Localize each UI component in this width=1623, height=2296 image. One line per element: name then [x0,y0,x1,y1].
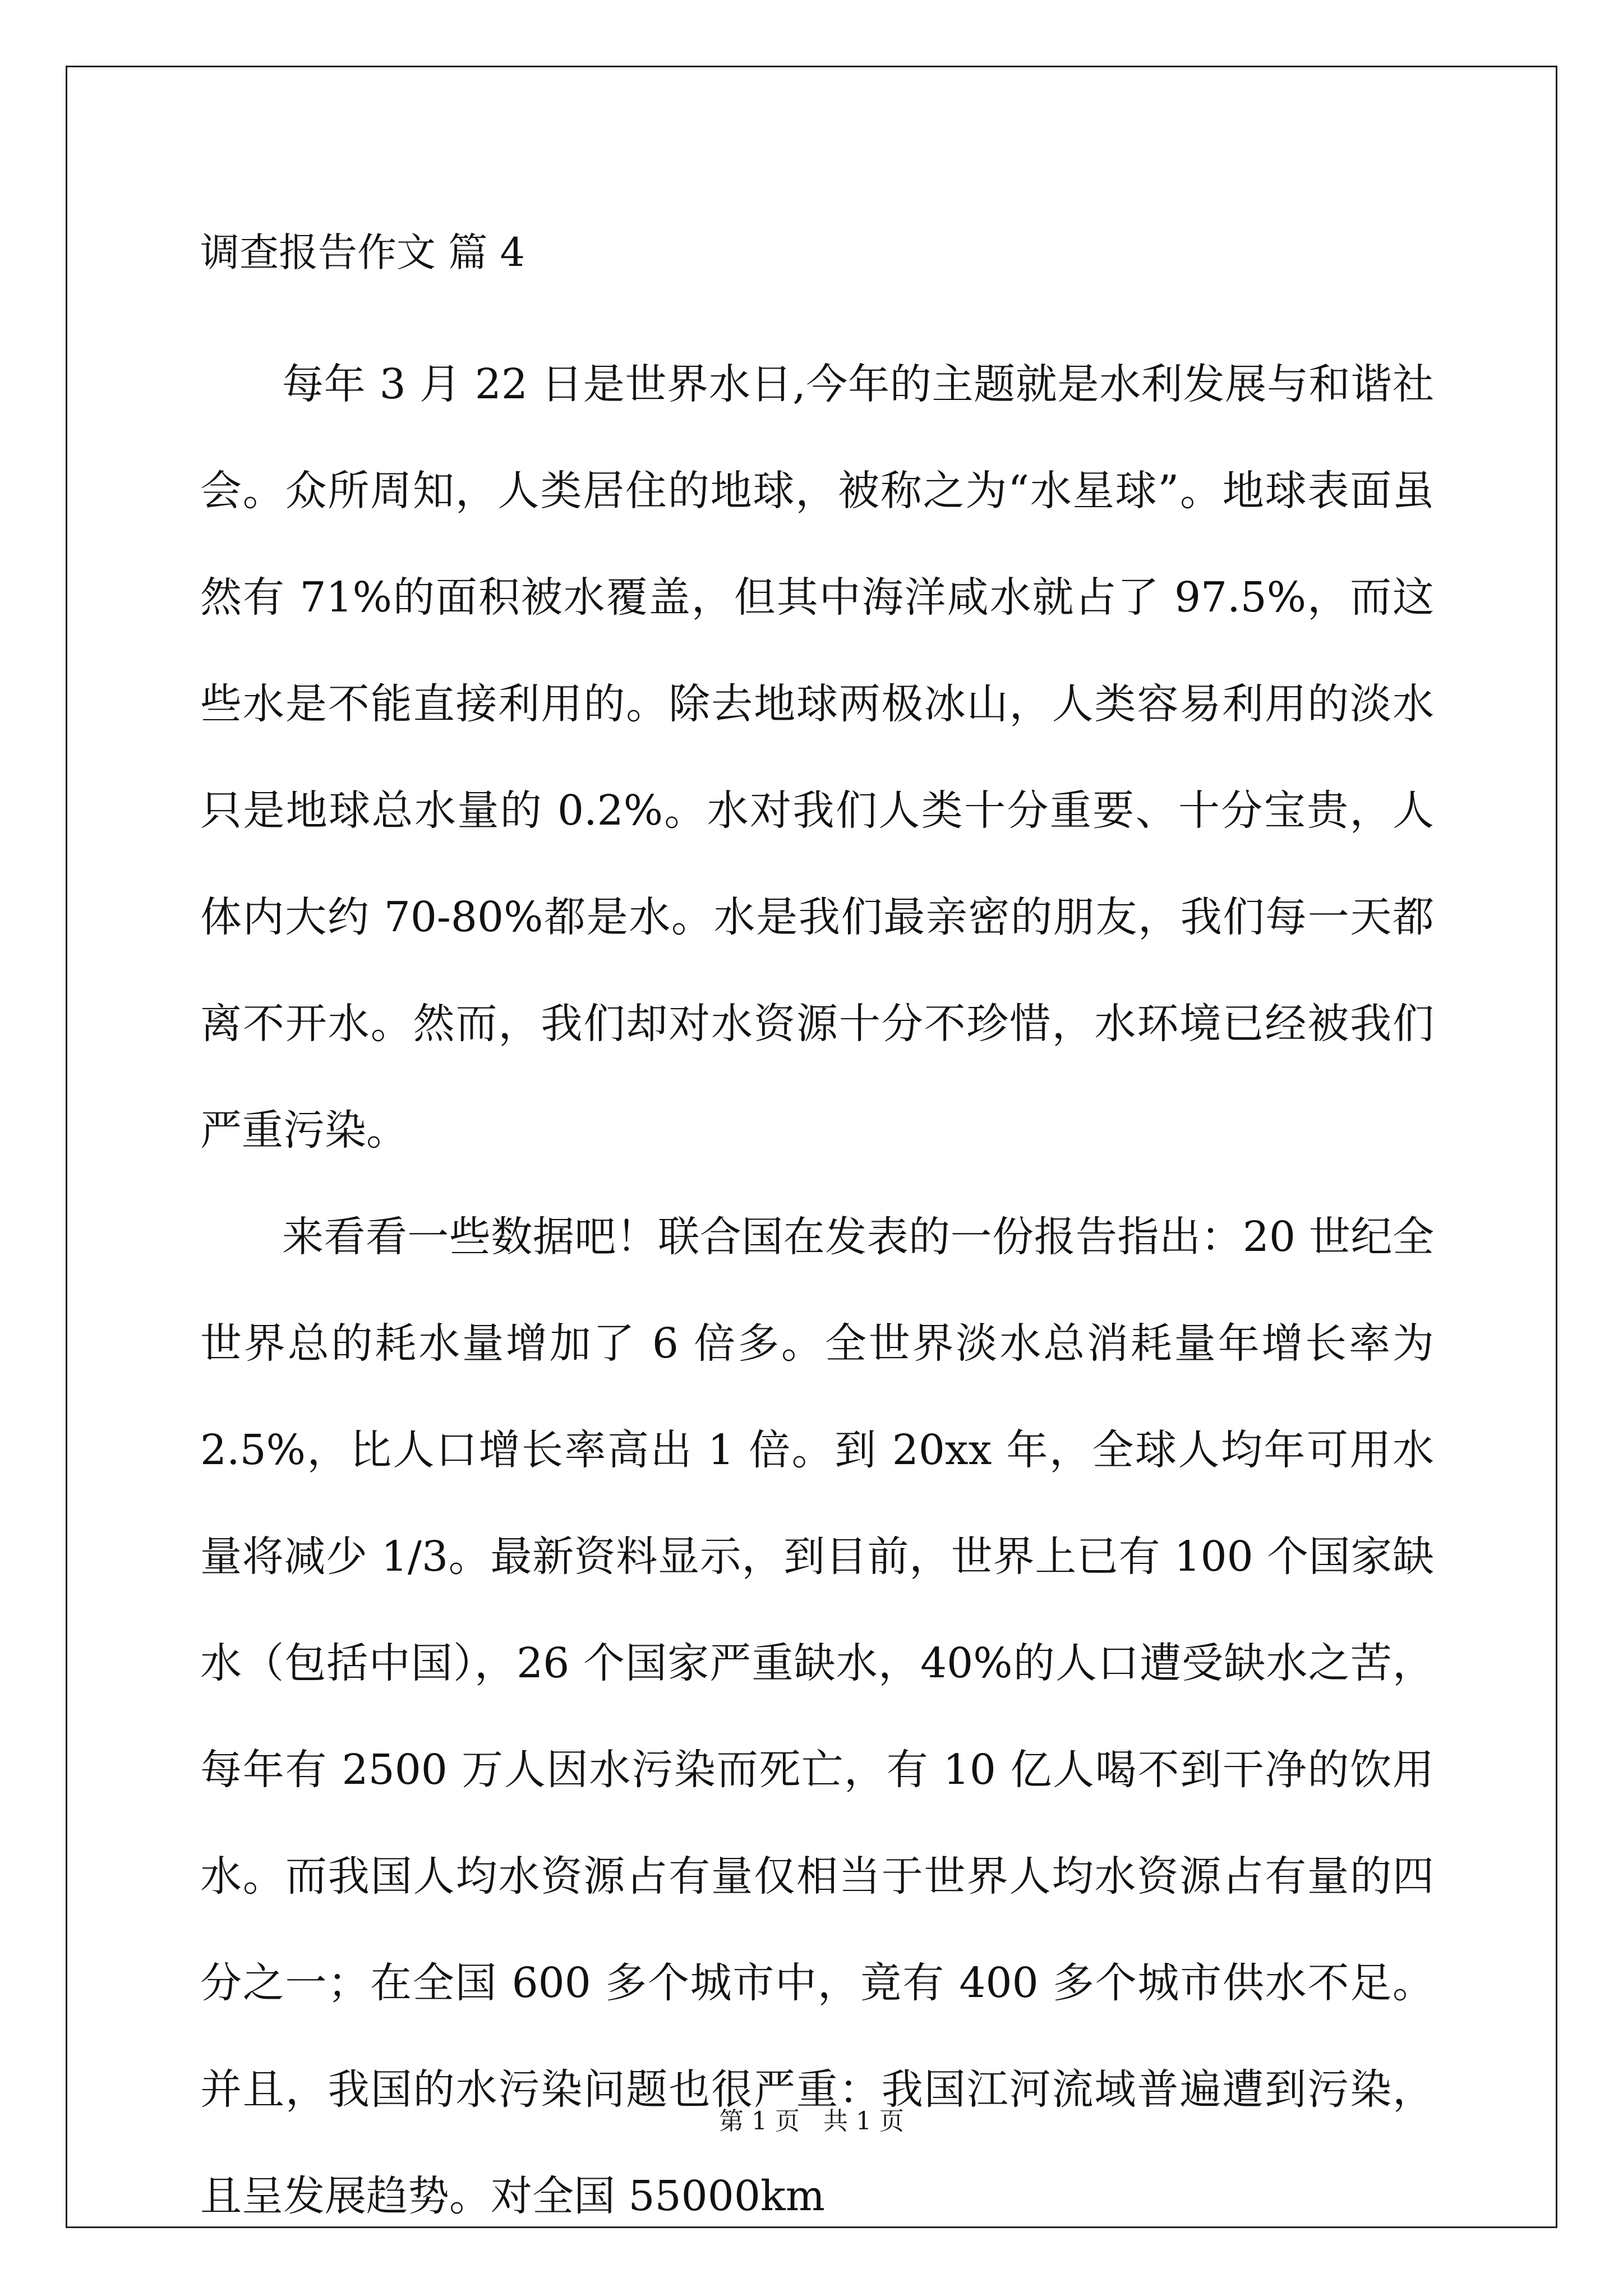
document-body [200,224,1434,2249]
paragraph-2: 来看看一些数据吧！联合国在发表的一份报告指出：20 世纪全世界总的耗水量增加了 6 倍多。全世界淡水总消耗量年增长率为 2.5%，比人口增长率高出 1 倍。到 20xx 年，全球人均年可用水量将减少 1/3。最新资料显示，到目前，世界上已有 100 个国家缺水（包括中国），26 个国家严重缺水，40%的人口遭受缺水之苦，每年有 2500 万人因水污染而死亡，有 10 亿人喝不到干净的饮用水。而我国人均水资源占有量仅相当于世界人均水资源占有量的四分之一；在全国 600 多个城市中，竟有 400 多个城市供水不足。并且，我国的水污染问题也很严重：我国江河流域普遍遭到污染，且呈发展趋势。对全国 55000km [200,1213,1434,2220]
paragraph-1: 每年 3 月 22 日是世界水日,今年的主题就是水利发展与和谐社会。众所周知，人类居住的地球，被称之为“水星球”。地球表面虽然有 71%的面积被水覆盖，但其中海洋咸水就占了 97.5%，而这些水是不能直接利用的。除去地球两极冰山，人类容易利用的淡水只是地球总水量的 0.2%。水对我们人类十分重要、十分宝贵，人体内大约 70-80%都是水。水是我们最亲密的朋友，我们每一天都离不开水。然而，我们却对水资源十分不珍惜，水环境已经被我们严重污染。 [200,360,1434,1154]
page-footer: 第 1 页 共 1 页 [719,2107,904,2136]
document-heading: 调查报告作文 篇 4 [200,229,525,275]
